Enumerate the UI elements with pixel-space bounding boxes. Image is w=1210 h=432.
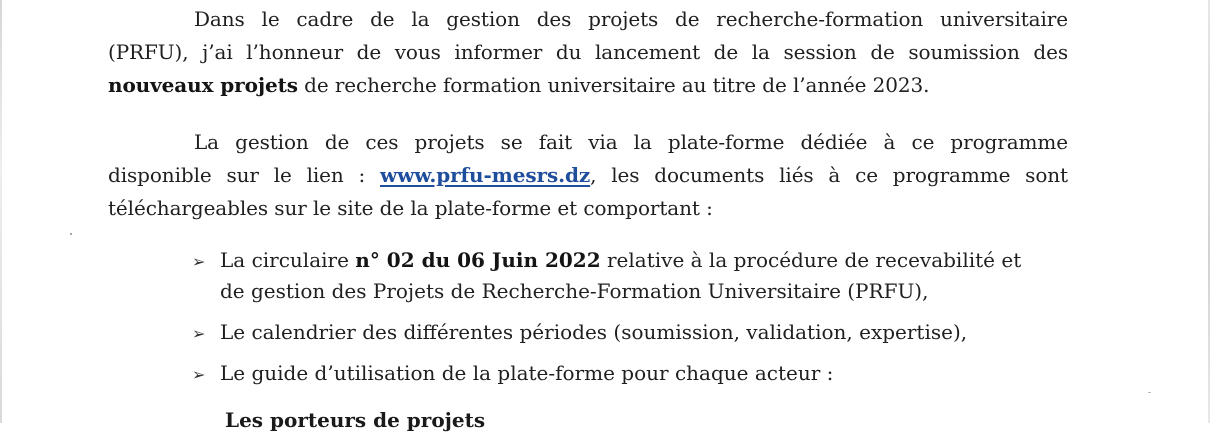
paragraph-intro-line-2: (PRFU), j’ai l’honneur de vous informer du lancement de la session de soumission des xyxy=(108,40,1068,64)
bold-reference: n° 02 du 06 Juin 2022 xyxy=(355,248,601,272)
arrow-bullet-icon: ➢ xyxy=(192,324,206,343)
paragraph-platform-line-3: téléchargeables sur le site de la plate-forme et comportant : xyxy=(108,196,713,220)
paragraph-intro-line-1: Dans le cadre de la gestion des projets de recherche-formation universitaire xyxy=(194,7,1068,31)
paragraph-intro xyxy=(108,3,1068,102)
platform-link[interactable]: www.prfu-mesrs.dz xyxy=(380,163,591,187)
scan-edge-left xyxy=(0,0,2,423)
arrow-bullet-icon: ➢ xyxy=(192,252,206,271)
list-item-line-2: de gestion des Projets de Recherche-Formation Universitaire (PRFU), xyxy=(220,279,929,303)
list-item xyxy=(192,358,1072,389)
list-item-line-1: La circulaire n° 02 du 06 Juin 2022 relative à la procédure de recevabilité et xyxy=(220,248,1022,272)
paragraph-platform xyxy=(108,126,1068,225)
list-item xyxy=(192,317,1072,348)
list-item xyxy=(192,245,1072,307)
paragraph-platform-line-1: La gestion de ces projets se fait via la plate-forme dédiée à ce programme xyxy=(194,130,1068,154)
list-item-text: Le guide d’utilisation de la plate-forme pour chaque acteur : xyxy=(220,361,834,385)
scan-speck xyxy=(1148,392,1151,393)
bold-phrase: nouveaux projets xyxy=(108,73,298,97)
list-item-text: Le calendrier des différentes périodes (soumission, validation, expertise), xyxy=(220,320,968,344)
paragraph-platform-line-2: disponible sur le lien : www.prfu-mesrs.dz, les documents liés à ce programme sont xyxy=(108,163,1068,187)
document-list xyxy=(192,245,1072,399)
arrow-bullet-icon: ➢ xyxy=(192,365,206,384)
scan-speck xyxy=(70,233,72,235)
paragraph-intro-line-3: nouveaux projets de recherche formation universitaire au titre de l’année 2023. xyxy=(108,73,930,97)
cut-off-subitem: Les porteurs de projets xyxy=(225,408,486,432)
